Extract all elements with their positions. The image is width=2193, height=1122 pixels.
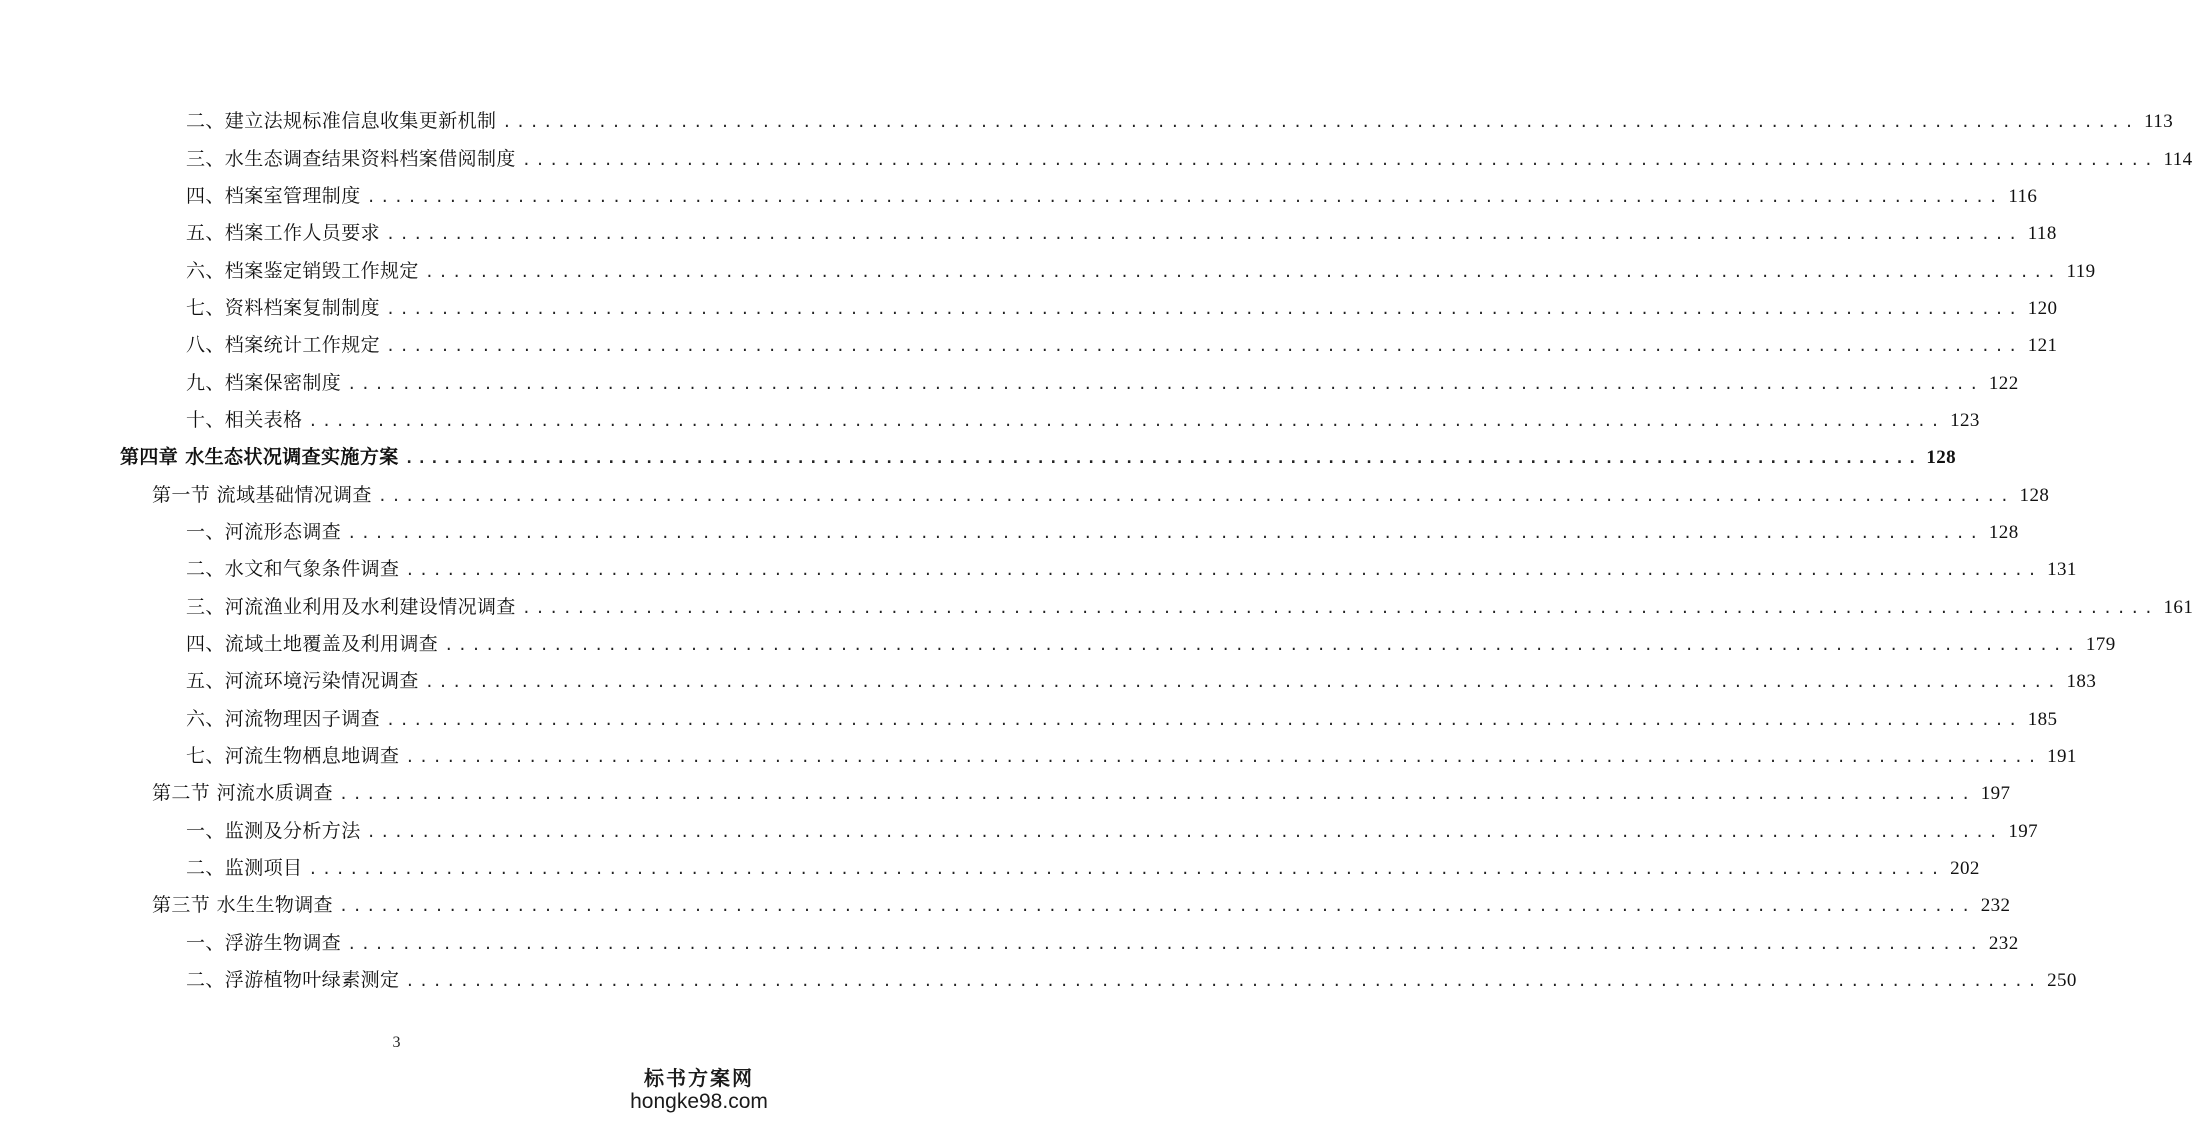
toc-entry-title: 三、水生态调查结果资料档案借阅制度 xyxy=(186,147,516,170)
toc-entry xyxy=(0,960,2077,997)
toc-entry-title: 第三节 水生生物调查 xyxy=(152,894,334,917)
toc-entry-link[interactable] xyxy=(186,144,2193,171)
toc-entry xyxy=(0,437,1957,474)
toc-entry xyxy=(0,474,2050,511)
toc-entry-title: 七、河流生物栖息地调查 xyxy=(186,745,400,768)
toc-entry xyxy=(0,586,2193,623)
dot-leader: ........................................................................................................................ xyxy=(405,972,2042,991)
dot-leader: ........................................................................................................................ xyxy=(502,113,2139,132)
toc-entry-link[interactable] xyxy=(186,629,2116,656)
toc-entry xyxy=(0,699,2058,736)
dot-leader: ........................................................................................................................ xyxy=(424,262,2061,281)
toc-entry xyxy=(0,549,2077,586)
toc-entry xyxy=(0,773,2011,810)
toc-entry-page-number: 250 xyxy=(2047,970,2077,992)
toc-entry-link[interactable] xyxy=(186,554,2077,581)
toc-entry xyxy=(0,736,2077,773)
toc-entry-title: 第二节 河流水质调查 xyxy=(152,782,334,805)
dot-leader: ........................................................................................................................ xyxy=(308,860,1945,879)
toc-entry-title: 一、河流形态调查 xyxy=(186,520,342,543)
dot-leader: ........................................................................................................................ xyxy=(521,150,2158,169)
toc-entry-page-number: 120 xyxy=(2027,297,2058,319)
toc-entry-title: 一、浮游生物调查 xyxy=(186,931,342,954)
toc-entry xyxy=(0,624,2116,661)
dot-leader: ........................................................................................................................ xyxy=(366,822,2003,841)
toc-entry-title: 五、河流环境污染情况调查 xyxy=(186,670,419,693)
toc-entry xyxy=(0,176,2038,213)
toc-entry-title: 六、档案鉴定销毁工作规定 xyxy=(186,259,419,282)
toc-entry-page-number: 232 xyxy=(1988,932,2019,954)
toc-entry-page-number: 122 xyxy=(1988,372,2019,394)
toc-entry xyxy=(0,362,2019,399)
toc-entry-link[interactable] xyxy=(186,106,2174,133)
toc-entry-link[interactable] xyxy=(186,965,2077,992)
dot-leader: ........................................................................................................................ xyxy=(347,934,1983,953)
toc-entry-page-number: 116 xyxy=(2008,185,2038,207)
toc-entry-title: 七、资料档案复制制度 xyxy=(186,296,381,319)
toc-entry xyxy=(0,213,2057,250)
toc-entry-page-number: 202 xyxy=(1950,858,1980,880)
toc-entry xyxy=(0,325,2058,362)
toc-entry-link[interactable] xyxy=(152,480,2050,507)
toc-entry-link[interactable] xyxy=(186,853,1980,880)
toc-entry-link[interactable] xyxy=(186,293,2058,320)
dot-leader: ........................................................................................................................ xyxy=(521,598,2158,617)
dot-leader: ........................................................................................................................ xyxy=(366,187,2003,206)
toc-entry xyxy=(0,923,2019,960)
table-of-contents xyxy=(0,101,2193,997)
dot-leader: ........................................................................................................................ xyxy=(339,897,1975,916)
toc-entry-title: 二、浮游植物叶绿素测定 xyxy=(186,969,400,992)
toc-entry-title: 五、档案工作人员要求 xyxy=(186,222,381,245)
toc-entry-page-number: 185 xyxy=(2027,708,2058,730)
toc-entry-page-number: 128 xyxy=(1926,447,1957,469)
toc-entry-title: 第四章 水生态状况调查实施方案 xyxy=(120,446,399,469)
dot-leader: ........................................................................................................................ xyxy=(405,561,2042,580)
dot-leader: ........................................................................................................................ xyxy=(404,449,1921,468)
toc-entry xyxy=(0,848,1980,885)
toc-entry-page-number: 119 xyxy=(2066,260,2096,282)
toc-entry-link[interactable] xyxy=(152,890,2011,917)
dot-leader: ........................................................................................................................ xyxy=(405,748,2042,767)
toc-entry-title: 二、建立法规标准信息收集更新机制 xyxy=(186,110,497,133)
toc-entry-page-number: 131 xyxy=(2047,559,2077,581)
dot-leader: ........................................................................................................................ xyxy=(386,337,2022,356)
dot-leader: ........................................................................................................................ xyxy=(308,411,1945,430)
toc-entry-link[interactable] xyxy=(186,218,2057,245)
toc-entry-page-number: 128 xyxy=(2019,484,2050,506)
toc-entry-title: 二、监测项目 xyxy=(186,857,303,880)
toc-entry-title: 六、河流物理因子调查 xyxy=(186,707,381,730)
toc-entry-link[interactable] xyxy=(186,928,2019,955)
toc-entry xyxy=(0,250,2096,287)
toc-entry xyxy=(0,885,2011,922)
toc-entry-page-number: 161 xyxy=(2163,596,2193,618)
dot-leader: ........................................................................................................................ xyxy=(377,486,2014,505)
toc-entry-link[interactable] xyxy=(186,592,2193,619)
toc-entry-link[interactable] xyxy=(152,778,2011,805)
toc-entry xyxy=(0,101,2174,138)
toc-entry xyxy=(0,288,2058,325)
toc-entry-title: 八、档案统计工作规定 xyxy=(186,334,381,357)
dot-leader: ........................................................................................................................ xyxy=(386,710,2022,729)
toc-entry xyxy=(0,661,2097,698)
toc-entry-link[interactable] xyxy=(186,181,2038,208)
toc-entry-link[interactable] xyxy=(186,517,2019,544)
site-watermark xyxy=(619,1066,779,1114)
toc-entry-page-number: 232 xyxy=(1980,895,2011,917)
toc-entry-page-number: 183 xyxy=(2066,671,2097,693)
toc-entry-page-number: 179 xyxy=(2085,633,2116,655)
toc-entry-link[interactable] xyxy=(186,816,2039,843)
toc-entry-title: 十、相关表格 xyxy=(186,408,303,431)
toc-entry-page-number: 197 xyxy=(1980,783,2011,805)
toc-entry-link[interactable] xyxy=(186,405,1980,432)
toc-entry-link[interactable] xyxy=(186,704,2058,731)
toc-entry xyxy=(0,138,2193,175)
toc-entry-title: 第一节 流域基础情况调查 xyxy=(152,483,372,506)
dot-leader: ........................................................................................................................ xyxy=(386,299,2022,318)
dot-leader: ........................................................................................................................ xyxy=(386,225,2022,244)
toc-entry-title: 二、水文和气象条件调查 xyxy=(186,558,400,581)
toc-entry-title: 九、档案保密制度 xyxy=(186,371,342,394)
toc-entry xyxy=(0,512,2019,549)
toc-entry-title: 三、河流渔业利用及水利建设情况调查 xyxy=(186,595,516,618)
toc-entry-link[interactable] xyxy=(186,741,2077,768)
toc-entry xyxy=(0,811,2039,848)
toc-entry-page-number: 118 xyxy=(2027,223,2057,245)
dot-leader: ........................................................................................................................ xyxy=(347,523,1983,542)
toc-entry-link[interactable] xyxy=(186,368,2019,395)
toc-entry-page-number: 113 xyxy=(2144,111,2174,133)
toc-entry-link[interactable] xyxy=(120,442,1957,469)
page-number: 3 xyxy=(392,1034,401,1051)
dot-leader: ........................................................................................................................ xyxy=(424,673,2061,692)
toc-entry-page-number: 121 xyxy=(2027,335,2058,357)
watermark-url: hongke98.com xyxy=(630,1090,768,1113)
toc-entry-link[interactable] xyxy=(186,330,2058,357)
toc-entry-title: 一、监测及分析方法 xyxy=(186,819,361,842)
toc-entry-page-number: 128 xyxy=(1988,521,2019,543)
toc-entry-page-number: 191 xyxy=(2047,746,2077,768)
dot-leader: ........................................................................................................................ xyxy=(339,785,1975,804)
toc-entry-title: 四、流域土地覆盖及利用调查 xyxy=(186,632,439,655)
toc-entry xyxy=(0,400,1980,437)
toc-entry-page-number: 114 xyxy=(2163,148,2193,170)
watermark-site-name: 标书方案网 xyxy=(644,1066,754,1090)
toc-entry-page-number: 197 xyxy=(2008,820,2039,842)
dot-leader: ........................................................................................................................ xyxy=(444,635,2080,654)
toc-entry-link[interactable] xyxy=(186,666,2097,693)
toc-entry-title: 四、档案室管理制度 xyxy=(186,184,361,207)
dot-leader: ........................................................................................................................ xyxy=(347,374,1983,393)
toc-entry-link[interactable] xyxy=(186,256,2096,283)
toc-entry-page-number: 123 xyxy=(1950,409,1980,431)
